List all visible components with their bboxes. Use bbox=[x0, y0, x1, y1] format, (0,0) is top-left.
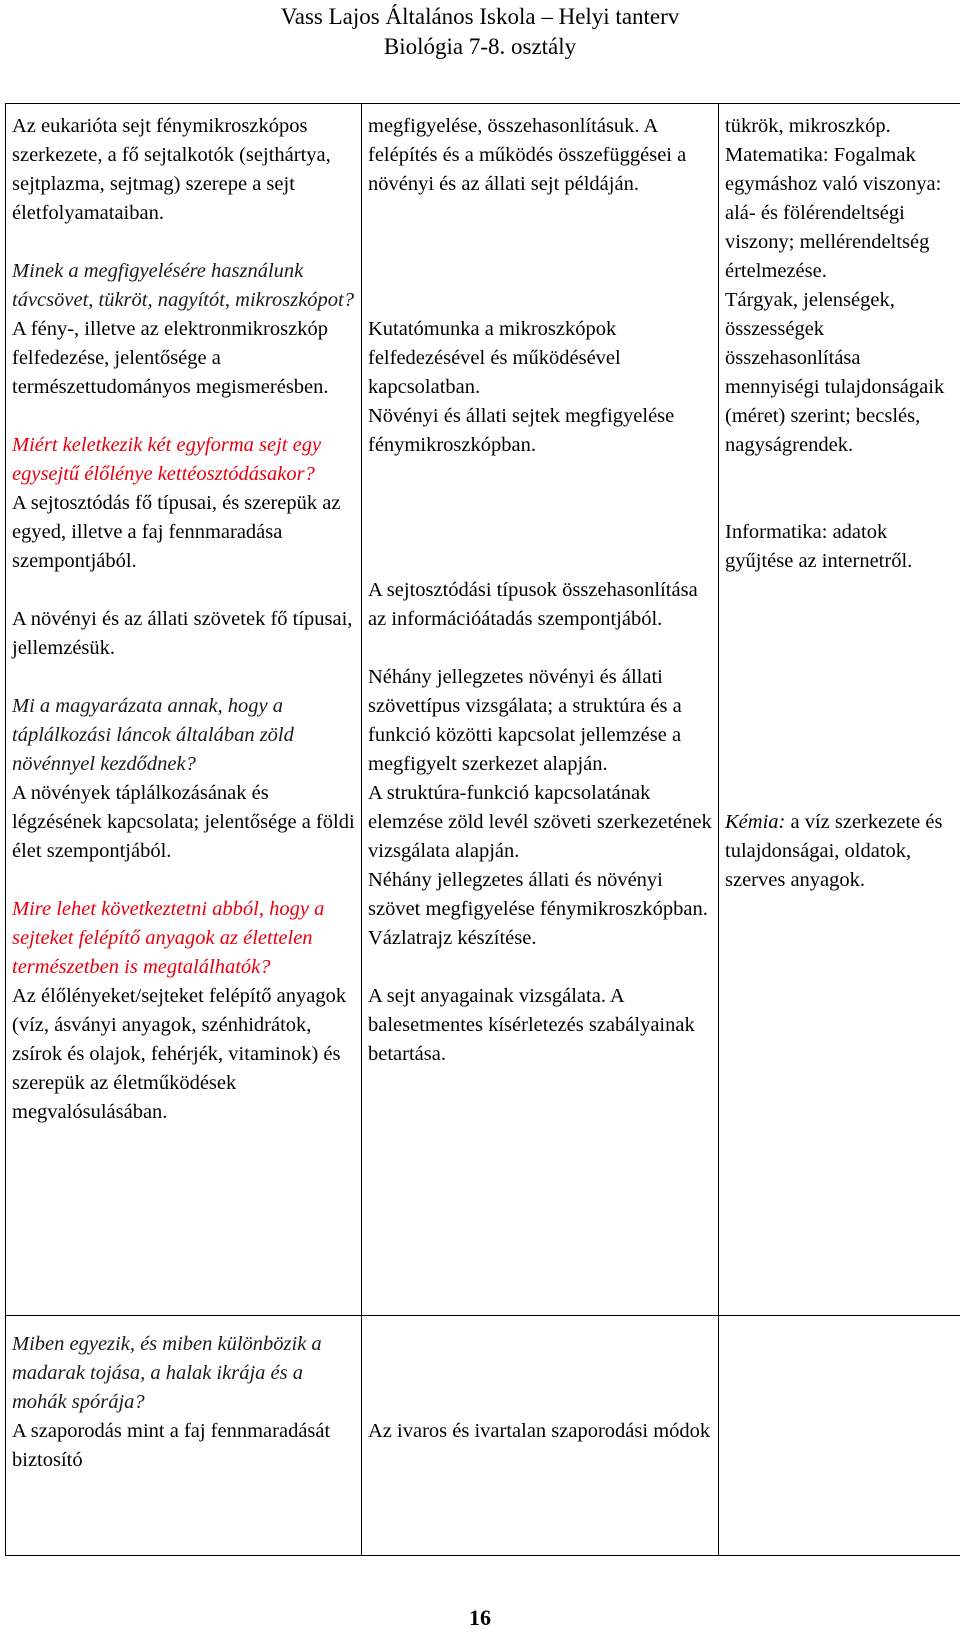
question-cell-materials: Mire lehet következtetni abból, hogy a sejteket felépítő anyagok az élettelen természetben is megtalálhatók? bbox=[12, 898, 325, 978]
topic-eukaryote-cell: Az eukarióta sejt fénymikroszkópos szerkezete, a fő sejtalkotók (sejthártya, sejtplazma, sejtmag) szerepe a sejt életfolyamataiban. bbox=[12, 115, 331, 224]
table-row bbox=[6, 1316, 960, 1556]
activity-division-comparison: A sejtosztódási típusok összehasonlítása az információátadás szempontjából. bbox=[368, 579, 698, 630]
activity-cell bbox=[362, 104, 719, 1316]
connection-tools: tükrök, mikroszkóp. bbox=[725, 115, 891, 137]
question-reproduction: Miben egyezik, és miben különbözik a madarak tojása, a halak ikrája és a mohák spórája? bbox=[12, 1333, 322, 1413]
question-observation-tools: Minek a megfigyelésére használunk távcsövet, tükröt, nagyítót, mikroszkópot? bbox=[12, 260, 354, 311]
activity-cell bbox=[362, 1316, 719, 1556]
activity-tissue-observation: Néhány jellegzetes állati és növényi szövet megfigyelése fénymikroszkópban. Vázlatrajz készítése. bbox=[368, 869, 708, 949]
connections-cell bbox=[719, 1316, 960, 1556]
activity-cell-comparison: megfigyelése, összehasonlításuk. A felépítés és a működés összefüggései a növényi és az állati sejt példáján. bbox=[368, 115, 687, 195]
page-number: 16 bbox=[469, 1605, 491, 1630]
activity-leaf-analysis: A struktúra-funkció kapcsolatának elemzése zöld levél szöveti szerkezetének vizsgálata alapján. bbox=[368, 782, 712, 862]
question-cell-division: Miért keletkezik két egyforma sejt egy egysejtű élőlénye kettéosztódásakor? bbox=[12, 434, 322, 485]
page-header bbox=[0, 2, 960, 62]
chemistry-label: Kémia: bbox=[725, 811, 786, 833]
topic-reproduction: A szaporodás mint a faj fennmaradását biztosító bbox=[12, 1420, 331, 1471]
connection-math-concepts: Matematika: Fogalmak egymáshoz való viszonya: alá- és fölérendeltségi viszony; mellérendeltség értelmezése. bbox=[725, 144, 942, 282]
topic-tissue-types: A növényi és az állati szövetek fő típusai, jellemzésük. bbox=[12, 608, 353, 659]
connection-informatics: Informatika: adatok gyűjtése az internetről. bbox=[725, 521, 913, 572]
topic-microscope-discovery: A fény-, illetve az elektronmikroszkóp felfedezése, jelentősége a természettudományos megismerésben. bbox=[12, 318, 329, 398]
connections-cell bbox=[719, 104, 960, 1316]
activity-microscope-research: Kutatómunka a mikroszkópok felfedezésével és működésével kapcsolatban. bbox=[368, 318, 621, 398]
topic-cell-materials: Az élőlényeket/sejteket felépítő anyagok (víz, ásványi anyagok, szénhidrátok, zsírok és olajok, fehérjék, vitaminok) és szerepük az életműködések megvalósulásában. bbox=[12, 985, 347, 1123]
connection-chemistry bbox=[725, 808, 960, 895]
topic-plant-nutrition-respiration: A növények táplálkozásának és légzésének kapcsolata; jelentősége a földi élet szempontjából. bbox=[12, 782, 355, 862]
topic-cell-division-types: A sejtosztódás fő típusai, és szerepük az egyed, illetve a faj fennmaradása szempontjából. bbox=[12, 492, 341, 572]
table-row bbox=[6, 104, 960, 1316]
header-school-title: Vass Lajos Általános Iskola – Helyi tanterv bbox=[280, 4, 680, 29]
activity-reproduction-modes: Az ivaros és ivartalan szaporodási módok bbox=[368, 1420, 711, 1442]
question-food-chains: Mi a magyarázata annak, hogy a táplálkozási láncok általában zöld növénnyel kezdődnek? bbox=[12, 695, 294, 775]
curriculum-table bbox=[5, 103, 960, 1556]
activity-materials-examination: A sejt anyagainak vizsgálata. A balesetmentes kísérletezés szabályainak betartása. bbox=[368, 985, 695, 1065]
topic-cell bbox=[6, 1316, 362, 1556]
connection-math-comparison: Tárgyak, jelenségek, összességek összehasonlítása mennyiségi tulajdonságaik (méret) szerint; becslés, nagyságrendek. bbox=[725, 289, 945, 456]
topic-cell bbox=[6, 104, 362, 1316]
activity-tissue-examination: Néhány jellegzetes növényi és állati szövettípus vizsgálata; a struktúra és a funkció közötti kapcsolat jellemzése a megfigyelt szerkezet alapján. bbox=[368, 666, 682, 775]
chemistry-text: a víz szerkezete és tulajdonságai, oldatok, szerves anyagok. bbox=[725, 811, 943, 891]
activity-cell-observation: Növényi és állati sejtek megfigyelése fénymikroszkópban. bbox=[368, 405, 675, 456]
header-subject: Biológia 7-8. osztály bbox=[383, 34, 577, 59]
